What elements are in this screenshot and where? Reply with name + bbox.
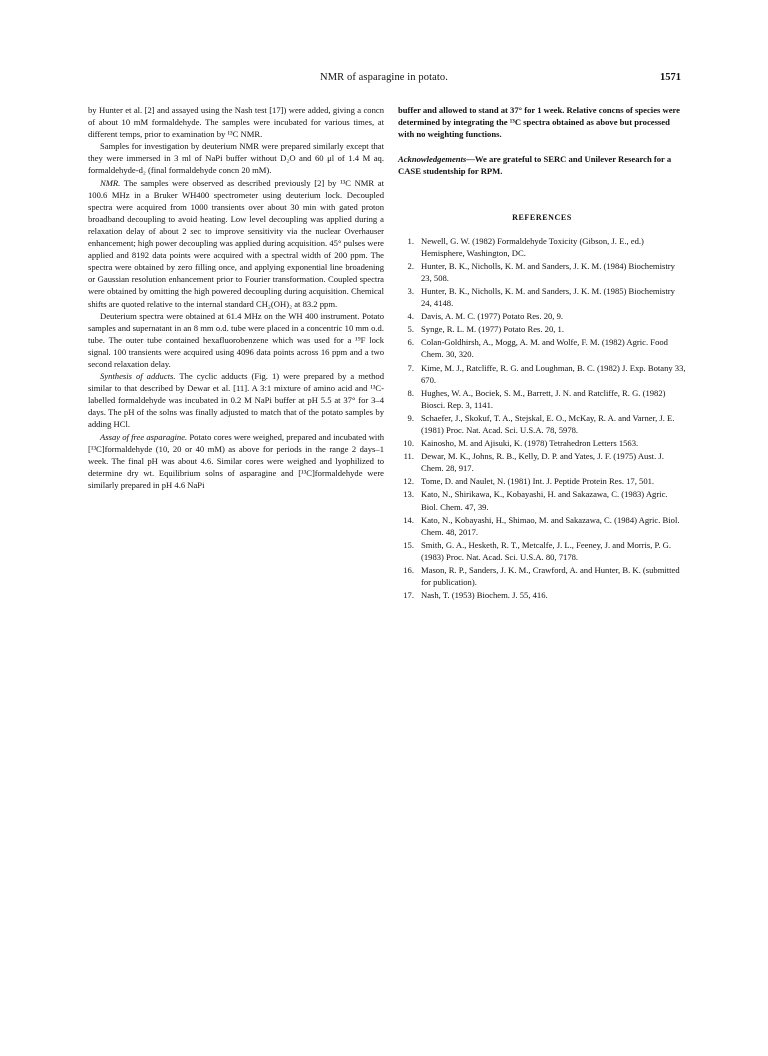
paragraph-assay bbox=[88, 431, 384, 491]
reference-text: Kime, M. J., Ratcliffe, R. G. and Loughman, B. C. (1982) J. Exp. Botany 33, 670. bbox=[421, 362, 686, 385]
reference-item bbox=[398, 539, 686, 563]
reference-item bbox=[398, 514, 686, 538]
reference-text: Tome, D. and Naulet, N. (1981) Int. J. Peptide Protein Res. 17, 501. bbox=[421, 476, 655, 487]
reference-text: Synge, R. L. M. (1977) Potato Res. 20, 1. bbox=[421, 324, 564, 335]
reference-item bbox=[398, 362, 686, 386]
references-heading: REFERENCES bbox=[512, 213, 572, 223]
reference-number: 8. bbox=[407, 387, 414, 398]
reference-number: 4. bbox=[407, 311, 414, 322]
reference-number: 11. bbox=[403, 451, 414, 462]
right-column bbox=[398, 104, 686, 602]
paragraph-continuation: by Hunter et al. [2] and assayed using the Nash test [17]) were added, giving a concn of about 10 mM formaldehyde. The samples were incubated for various times, at different temps, prior to examination by ¹³C NMR. bbox=[88, 105, 384, 140]
left-column bbox=[88, 104, 384, 491]
reference-item bbox=[398, 336, 686, 360]
reference-text: Kato, N., Shirikawa, K., Kobayashi, H. and Sakazawa, C. (1983) Agric. Biol. Chem. 47, 39. bbox=[421, 489, 668, 512]
reference-text: Hunter, B. K., Nicholls, K. M. and Sanders, J. K. M. (1984) Biochemistry 23, 508. bbox=[421, 260, 675, 283]
reference-text: Mason, R. P., Sanders, J. K. M., Crawford, A. and Hunter, B. K. (submitted for publication). bbox=[421, 565, 680, 588]
reference-text: Colan-Goldhirsh, A., Mogg, A. M. and Wolfe, F. M. (1982) Agric. Food Chem. 30, 320. bbox=[421, 337, 668, 360]
reference-number: 3. bbox=[407, 285, 414, 296]
acknowledgements-text: —We are grateful to SERC and Unilever Research for a CASE studentship for RPM. bbox=[398, 154, 672, 177]
synthesis-text: The cyclic adducts (Fig. 1) were prepared by a method similar to that described by Dewar et al. [11]. A 3:1 mixture of amino acid and ¹³C-labelled formaldehyde was incubated in 0.2 M NaPi buffer at pH 5.5 at 37° for 3–4 days. The pH of the solns was finally adjusted to match that of the potato samples by adding HCl. bbox=[88, 371, 384, 430]
reference-number: 7. bbox=[407, 362, 414, 373]
paragraph-deuterium-samples: Samples for investigation by deuterium NMR were prepared similarly except that they were immersed in 3 ml of NaPi buffer without D₂O and 60 μl of 1.4 M aq. formaldehyde-d₂ (final formaldehyde concn 20 mM). bbox=[88, 141, 384, 176]
assay-lead: Assay of free asparagine. bbox=[100, 431, 188, 442]
nmr-text: The samples were observed as described previously [2] by ¹³C NMR at 100.6 MHz in a Bruker WH400 spectrometer using deuterium lock. Decoupled spectra were acquired from 1000 transients over about 30 min with gated proton broadband decoupling to avoid heating. Low level decoupling was applied during a relaxation delay of about 2 sec to improve sensitivity via the nuclear Overhauser enhancement; high power decoupling was applied during acquisition. 45° pulses were applied and 8192 data points were acquired with a spectral width of 200 ppm. The spectra were obtained by zero filling once, and applying exponential line broadening or Gaussian resolution enhancement prior to Fourier transformation. Coupled spectra were obtained by omitting the high powered decoupling during acquisition. Chemical shifts are quoted relative to the internal standard CH₂(OH)₂ at 83.2 ppm. bbox=[88, 177, 384, 309]
synthesis-lead: Synthesis of adducts. bbox=[100, 371, 176, 382]
reference-item bbox=[398, 475, 686, 487]
reference-item bbox=[398, 450, 686, 474]
reference-text: Kainosho, M. and Ajisuki, K. (1978) Tetrahedron Letters 1563. bbox=[421, 438, 639, 449]
reference-item bbox=[398, 285, 686, 309]
reference-item bbox=[398, 488, 686, 512]
reference-number: 6. bbox=[407, 337, 414, 348]
reference-item bbox=[398, 310, 686, 322]
reference-text: Davis, A. M. C. (1977) Potato Res. 20, 9. bbox=[421, 311, 564, 322]
acknowledgements bbox=[398, 153, 686, 177]
assay-text: Potato cores were weighed, prepared and incubated with [¹³C]formaldehyde (10, 20 or 40 mM) as above for periods in the range 2 days–1 week. The final pH was about 4.6. Similar cores were weighed and lyophilized to determine dry wt. Equilibrium solns of asparagine and [¹³C]formaldehyde were similarly prepared in pH 4.6 NaPi bbox=[88, 431, 385, 490]
reference-item bbox=[398, 437, 686, 449]
reference-text: Hunter, B. K., Nicholls, K. M. and Sanders, J. K. M. (1985) Biochemistry 24, 4148. bbox=[421, 285, 675, 309]
reference-item bbox=[398, 589, 686, 601]
reference-item bbox=[398, 235, 686, 259]
paragraph-synthesis bbox=[88, 370, 384, 430]
reference-text: Smith, G. A., Hesketh, R. T., Metcalfe, J. L., Feeney, J. and Morris, P. G. (1983) Proc. Nat. Acad. Sci. U.S.A. 80, 7178. bbox=[421, 539, 671, 562]
reference-item bbox=[398, 412, 686, 436]
reference-number: 2. bbox=[407, 260, 414, 271]
reference-number: 1. bbox=[407, 235, 414, 246]
reference-number: 12. bbox=[403, 476, 414, 487]
nmr-lead: NMR. bbox=[100, 177, 121, 188]
reference-item bbox=[398, 260, 686, 284]
paragraph-continued: buffer and allowed to stand at 37° for 1 week. Relative concns of species were determined by integrating the ¹³C spectra obtained as above but processed with no weighting functions. bbox=[398, 105, 680, 140]
reference-number: 10. bbox=[403, 438, 414, 449]
reference-text: Schaefer, J., Skokuf, T. A., Stejskal, E. O., McKay, R. A. and Varner, J. E. (1981) Proc. Nat. Acad. Sci. U.S.A. 78, 5978. bbox=[421, 412, 675, 435]
reference-item bbox=[398, 387, 686, 411]
reference-number: 13. bbox=[403, 489, 414, 500]
page-number: 1571 bbox=[660, 72, 681, 83]
reference-number: 17. bbox=[403, 590, 414, 601]
reference-text: Dewar, M. K., Johns, R. B., Kelly, D. P. and Yates, J. F. (1975) Aust. J. Chem. 28, 917. bbox=[421, 451, 664, 474]
reference-text: Nash, T. (1953) Biochem. J. 55, 416. bbox=[421, 590, 548, 601]
reference-item bbox=[398, 564, 686, 588]
reference-number: 15. bbox=[403, 539, 414, 550]
reference-number: 9. bbox=[407, 412, 414, 423]
paragraph-deuterium-spectra: Deuterium spectra were obtained at 61.4 MHz on the WH 400 instrument. Potato samples and supernatant in an 8 mm o.d. tube were placed in a concentric 10 mm o.d. tube. The outer tube contained hexafluorobenzene which was used for a ¹⁹F lock signal. 100 transients were acquired using 4096 data points across 16 ppm and a two second relaxation delay. bbox=[88, 310, 384, 369]
reference-text: Hughes, W. A., Bociek, S. M., Barrett, J. N. and Ratcliffe, R. G. (1982) Biosci. Rep. 3, 1141. bbox=[421, 387, 666, 410]
paragraph-nmr bbox=[88, 177, 384, 310]
reference-number: 5. bbox=[407, 324, 414, 335]
reference-text: Newell, G. W. (1982) Formaldehyde Toxicity (Gibson, J. E., ed.) Hemisphere, Washington, DC. bbox=[421, 235, 644, 258]
reference-number: 14. bbox=[403, 514, 414, 525]
acknowledgements-lead: Acknowledgements bbox=[398, 154, 467, 165]
reference-number: 16. bbox=[403, 565, 414, 575]
references-list bbox=[398, 235, 686, 602]
running-header-title: NMR of asparagine in potato. bbox=[320, 72, 448, 83]
reference-text: Kato, N., Kobayashi, H., Shimao, M. and Sakazawa, C. (1984) Agric. Biol. Chem. 48, 2017. bbox=[421, 514, 680, 537]
reference-item bbox=[398, 323, 686, 335]
